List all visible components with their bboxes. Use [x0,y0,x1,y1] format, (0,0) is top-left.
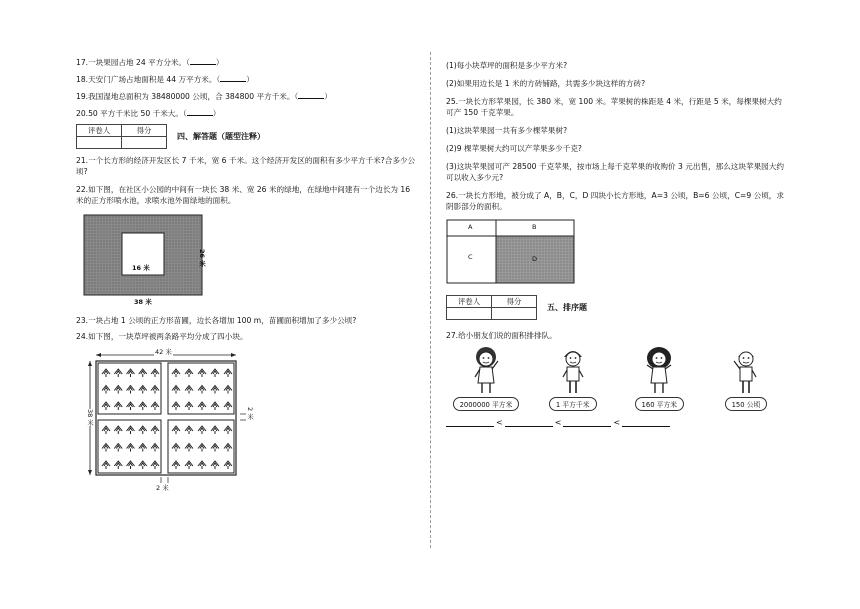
section-4-header [76,124,420,149]
score-table [446,295,537,320]
less-than-sign: < [496,418,503,427]
road-width-label-bottom: 2 米 [156,484,169,492]
ordering-answer-row [446,417,786,427]
answer-blank[interactable] [220,73,246,82]
children-row [446,345,786,411]
child-1 [446,345,526,411]
question-26: 26.一块长方形地，被分成了 A，B，C，D 四块小长方形地，A=3 公顷，B=6 公顷，C=9 公顷，求阴影部分的面积。 [446,191,784,211]
less-than-sign: < [613,418,621,427]
block-b-label: B [532,223,537,231]
child-4 [706,345,786,411]
answer-blank[interactable] [298,90,324,99]
question-17: 17.一块果园占地 24 平方分米。（ ） [76,58,224,67]
child-3 [619,345,699,411]
score-reviewer-cell[interactable] [77,137,122,149]
girl-icon [469,345,503,395]
question-21: 21.一个长方形的经济开发区长 7 千米，宽 6 千米。这个经济开发区的面积有多少平方千米?合多少公顷? [76,156,416,176]
question-25-part-2: (2)9 棵苹果树大约可以产苹果多少千克? [446,144,582,153]
less-than-sign: < [554,418,562,427]
speech-bubble: 2000000 平方米 [453,397,520,411]
order-blank-4[interactable] [622,417,670,427]
boy-icon [556,345,590,395]
inner-side-label: 16 米 [132,264,150,272]
speech-bubble: 150 公顷 [725,397,768,411]
right-side-label: 26 米 [198,249,206,267]
question-25: 25.一块长方形苹果园，长 380 米，宽 100 米。苹果树的株距是 4 米，行距是 5 米，每棵果树大约可产 150 千克苹果。 [446,97,782,117]
block-a-label: A [468,223,473,231]
section-title: 四、解答题（题型注释） [177,132,265,141]
block-d-label: D [532,255,538,263]
right-column [446,60,786,427]
question-27: 27.给小朋友们说的面积排排队。 [446,331,557,340]
top-width-label: 42 米 [155,348,172,356]
score-points-label: 得分 [122,125,167,137]
field-diagram [446,219,576,285]
child-2 [533,345,613,411]
score-reviewer-label: 评卷人 [77,125,122,137]
question-19: 19.我国湿地总面积为 38480000 公顷，合 384800 平方千米。（ ） [76,92,332,101]
question-18: 18.天安门广场占地面积是 44 万平方米。（ ） [76,75,254,84]
park-figure [82,213,222,309]
section-title: 五、排序题 [547,303,587,312]
lawn-diagram [86,347,256,495]
answer-blank[interactable] [190,56,216,65]
girl-icon [642,345,676,395]
score-points-cell[interactable] [492,308,537,320]
question-25-part-1: (1)这块苹果园一共有多少棵苹果树? [446,126,568,135]
left-height-label: 38 米 [86,409,94,426]
field-figure [446,219,576,285]
score-reviewer-label: 评卷人 [447,296,492,308]
order-blank-1[interactable] [446,417,494,427]
section-5-header [446,295,786,320]
order-blank-3[interactable] [563,417,611,427]
boy-icon [729,345,763,395]
column-divider [430,52,432,548]
road-width-label-right: 2 米 [246,407,254,420]
block-c-label: C [468,253,473,261]
question-25-part-3: (3)这块苹果园可产 28500 千克苹果，按市场上每千克苹果的收购价 3 元出售，那么这块苹果园大约可以收入多少元? [446,162,784,182]
question-22: 22.如下图，在社区小公园的中间有一块长 38 米、宽 26 米的绿地，在绿地中间建有一个边长为 16 米的正方形喷水池，求喷水池外面绿地的面积。 [76,185,411,205]
score-table [76,124,167,149]
score-points-label: 得分 [492,296,537,308]
score-reviewer-cell[interactable] [447,308,492,320]
score-points-cell[interactable] [122,137,167,149]
bottom-side-label: 38 米 [134,298,152,306]
speech-bubble: 1 平方千米 [549,397,597,411]
speech-bubble: 160 平方米 [635,397,685,411]
order-blank-2[interactable] [505,417,553,427]
lawn-figure [86,347,256,495]
question-24-part-1: (1)每小块草坪的面积是多少平方米? [446,61,568,70]
question-23: 23.一块占地 1 公顷的正方形苗圃，边长各增加 100 m，苗圃面积增加了多少公顷? [76,316,357,325]
question-24: 24.如下图，一块草坪被两条路平均分成了四小块。 [76,332,248,341]
answer-blank[interactable] [187,107,213,116]
question-20: 20.50 平方千米比 50 千米大。（ ） [76,109,221,118]
question-24-part-2: (2)如果用边长是 1 米的方砖铺路，共需多少块这样的方砖? [446,79,646,88]
left-column [76,56,420,495]
